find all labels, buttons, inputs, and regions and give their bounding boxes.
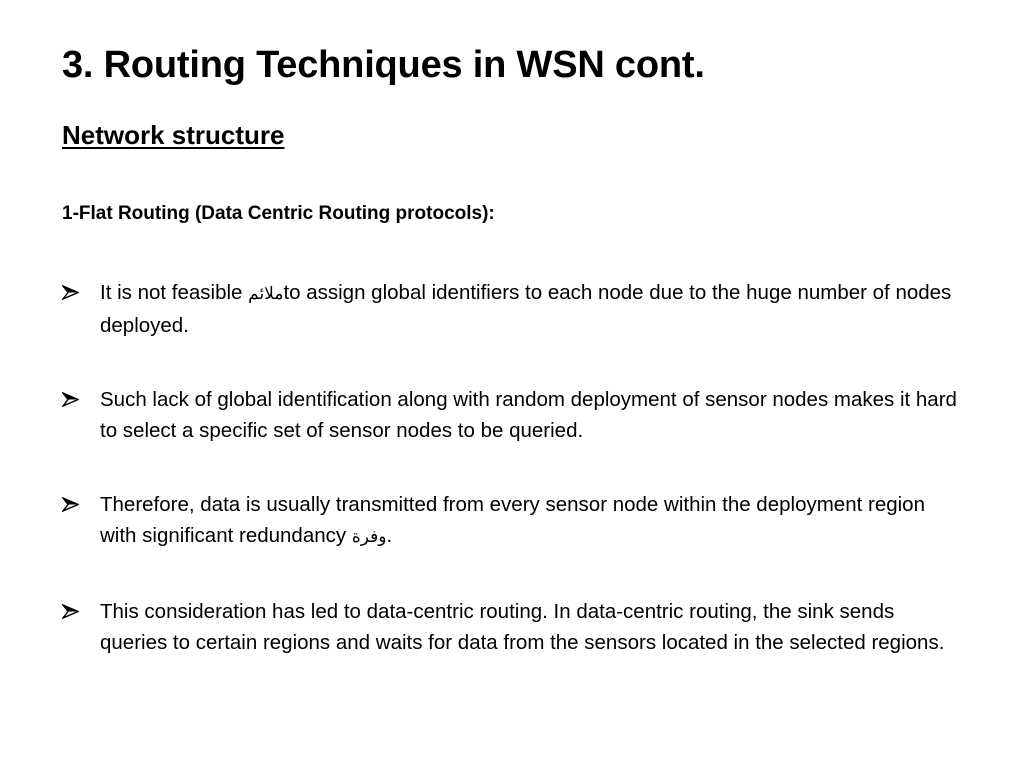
bullet-text-part: . — [386, 524, 393, 547]
section-heading: Network structure — [62, 120, 285, 150]
sub-heading: 1-Flat Routing (Data Centric Routing protocols): — [62, 203, 495, 224]
bullet-text: Such lack of global identification along with random deployment of sensor nodes makes it hard to select a specific set of sensor nodes to be queried. — [100, 388, 957, 442]
bullet-item — [62, 596, 962, 658]
bullet-list — [62, 277, 962, 701]
arabic-gloss: وفرة — [351, 527, 387, 547]
arrowhead-bullet-icon — [62, 596, 100, 627]
bullet-item — [62, 277, 962, 341]
bullet-item — [62, 384, 962, 446]
bullet-item — [62, 489, 962, 553]
bullet-text — [100, 277, 962, 341]
bullet-text — [100, 489, 962, 553]
slide-title: 3. Routing Techniques in WSN cont. — [62, 44, 705, 86]
bullet-text-part: to assign global identifiers to each node due to the huge number of nodes deployed. — [100, 281, 952, 337]
bullet-text: This consideration has led to data-centric routing. In data-centric routing, the sink sends queries to certain regions and waits for data from the sensors located in the selected regions. — [100, 600, 945, 654]
bullet-text-part: Therefore, data is usually transmitted from every sensor node within the deployment region with significant redundancy — [100, 493, 925, 547]
bullet-text-part: It is not feasible — [100, 281, 249, 304]
arrowhead-bullet-icon — [62, 489, 100, 520]
arrowhead-bullet-icon — [62, 384, 100, 415]
arabic-gloss: ملائم — [248, 284, 284, 304]
arrowhead-bullet-icon — [62, 277, 100, 308]
